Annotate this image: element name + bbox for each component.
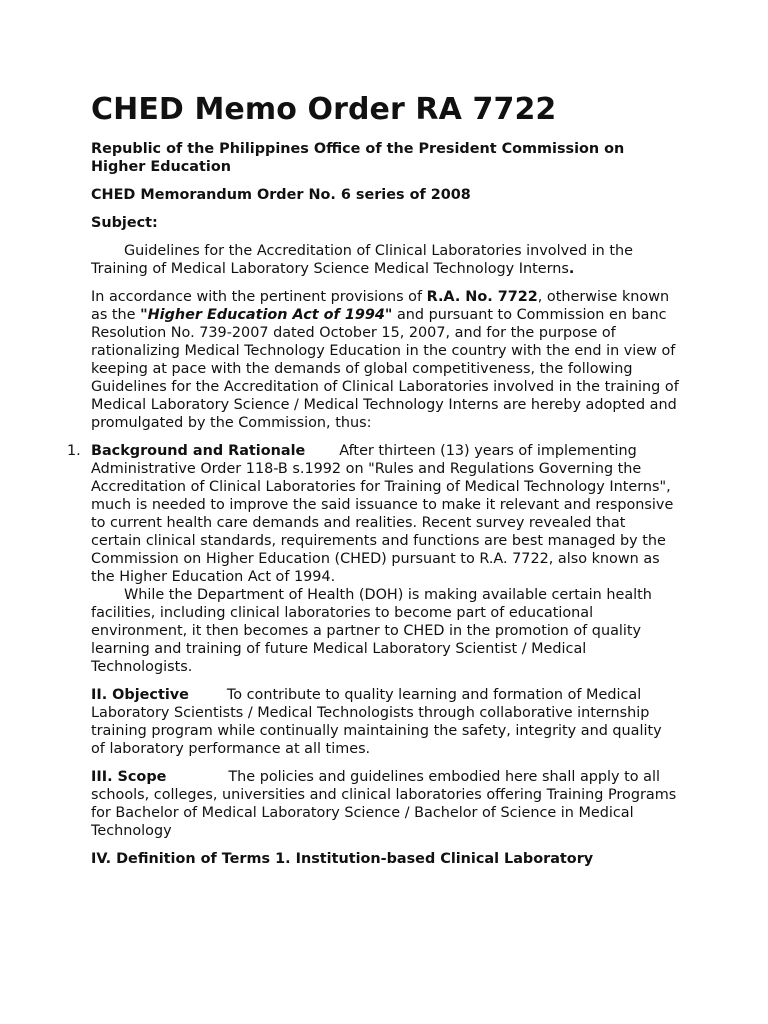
section-heading-scope: III. Scope — [91, 769, 167, 785]
document-title: CHED Memo Order RA 7722 — [91, 92, 557, 127]
subject-text: Guidelines for the Accreditation of Clinical Laboratories involved in the Training of Medical Laboratory Science Medical Technology Interns — [91, 243, 633, 277]
act-quote-open: " — [140, 307, 148, 323]
subject-end: . — [568, 261, 575, 277]
section-text-objective: To contribute to quality learning and formation of Medical Laboratory Scientists / Medical Technologists through collaborative internship training program while continually maintaining the safety, integrity and quality of laboratory performance at all times. — [91, 687, 662, 757]
section-list — [67, 442, 680, 676]
section-text-background: After thirteen (13) years of implementing Administrative Order 118-B s.1992 on "Rules and Regulations Governing the Accreditation of Clinical Laboratories for Training of Medical Technology Interns", much is needed to improve the said issuance to make it relevant and responsive to current health care demands and realities. Recent survey revealed that certain clinical standards, requirements and functions are best managed by the Commission on Higher Education (CHED) pursuant to R.A. 7722, also known as the Higher Education Act of 1994. — [91, 443, 674, 585]
section-text-background-2: While the Department of Health (DOH) is making available certain health facilities, including clinical laboratories to become part of educational environment, it then becomes a partner to CHED in the promotion of quality learning and training of future Medical Laboratory Scientist / Medical Technologists. — [91, 587, 652, 675]
intro-part2: , otherwise known as the — [91, 289, 670, 323]
section-text-scope: The policies and guidelines embodied here shall apply to all schools, colleges, universities and clinical laboratories offering Training Programs for Bachelor of Medical Laboratory Science / Bachelor of Science in Medical Technology — [91, 769, 677, 839]
section-scope — [91, 768, 680, 840]
act-name: Higher Education Act of 1994 — [147, 307, 385, 323]
section-background — [67, 442, 680, 676]
section-heading-objective: II. Objective — [91, 687, 189, 703]
section-number: 1. — [67, 443, 81, 459]
intro-paragraph — [91, 288, 680, 432]
section-heading-definitions: IV. Definition of Terms 1. Institution-based Clinical Laboratory — [91, 851, 594, 867]
intro-part1: In accordance with the pertinent provisions of — [91, 289, 427, 305]
subject-label: Subject: — [91, 215, 158, 231]
header-line: Republic of the Philippines Office of the President Commission on Higher Education — [91, 141, 625, 175]
section-objective — [91, 686, 680, 758]
section-heading-background: Background and Rationale — [91, 443, 306, 459]
intro-part3: and pursuant to Commission en banc Resolution No. 739-2007 dated October 15, 2007, and for the purpose of rationalizing Medical Technology Education in the country with the end in view of keeping at pace with the demands of global competitiveness, the following Guidelines for the Accreditation of Clinical Laboratories involved in the training of Medical Laboratory Science / Medical Technology Interns are hereby adopted and promulgated by the Commission, thus: — [91, 307, 679, 431]
memo-line: CHED Memorandum Order No. 6 series of 2008 — [91, 187, 471, 203]
subject-paragraph — [91, 242, 680, 278]
ra-number: R.A. No. 7722 — [426, 289, 538, 305]
act-quote-close: " — [384, 307, 393, 323]
